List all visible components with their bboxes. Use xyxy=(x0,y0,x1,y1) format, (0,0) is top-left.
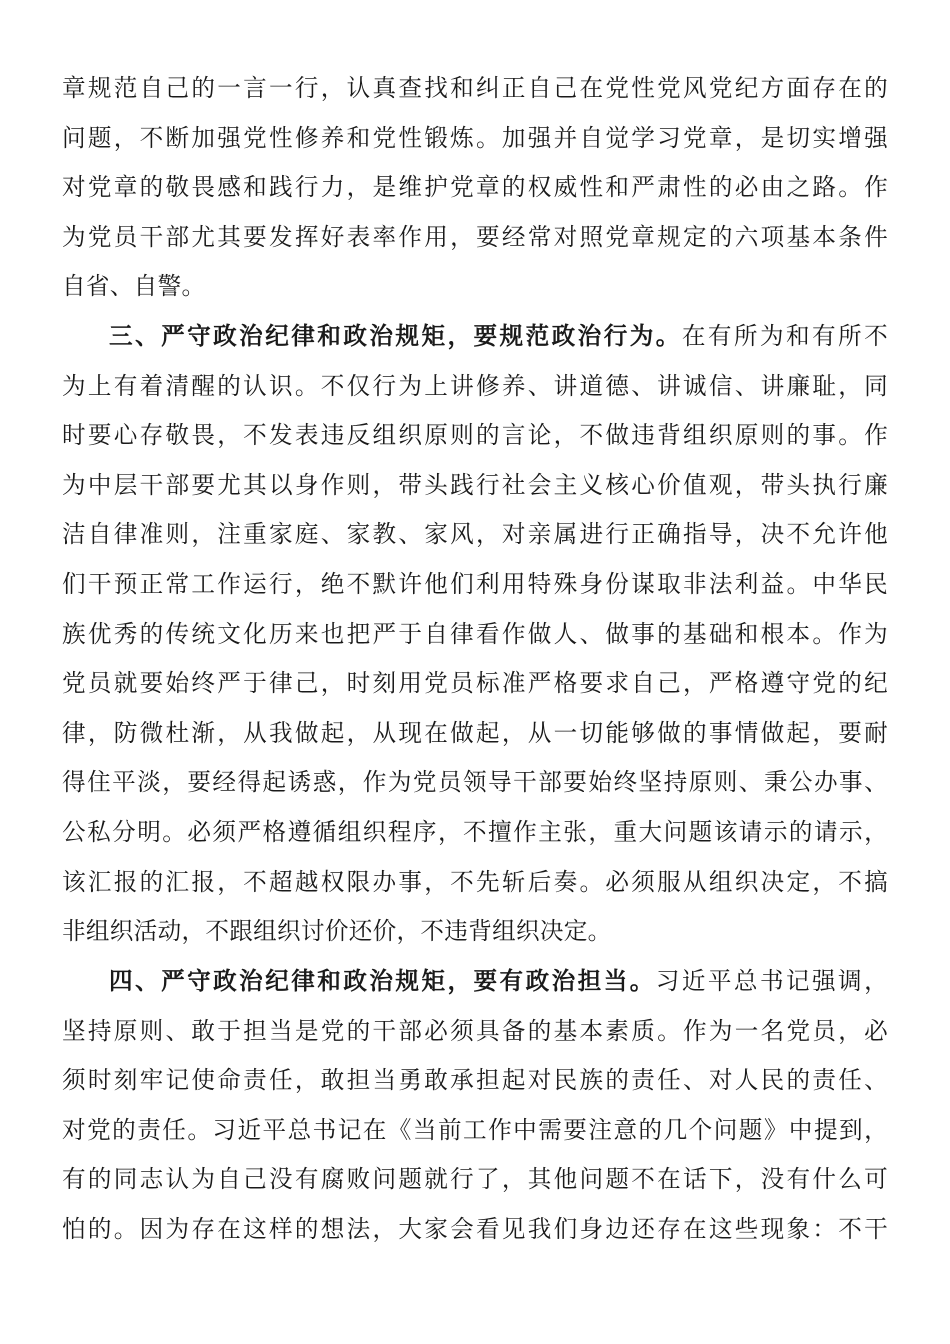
text-line: 得住平淡，要经得起诱惑，作为党员领导干部要始终坚持原则、秉公办事、 xyxy=(62,768,888,797)
text-line: 洁自律准则，注重家庭、家教、家风，对亲属进行正确指导，决不允许他 xyxy=(62,520,888,549)
text-line: 有的同志认为自己没有腐败问题就行了，其他问题不在话下，没有什么可 xyxy=(62,1165,888,1194)
text-line: 章规范自己的一言一行，认真查找和纠正自己在党性党风党纪方面存在的 xyxy=(62,74,888,102)
text-line: 对党的责任。习近平总书记在《当前工作中需要注意的几个问题》中提到， xyxy=(62,1115,888,1144)
text-line: 们干预正常工作运行，绝不默许他们利用特殊身份谋取非法利益。中华民 xyxy=(62,569,888,598)
text-line: 律，防微杜渐，从我做起，从现在做起，从一切能够做的事情做起，要耐 xyxy=(62,718,888,747)
section-four-heading: 四、严守政治纪律和政治规矩，要有政治担当。 xyxy=(109,967,656,995)
text-line: 对党章的敬畏感和践行力，是维护党章的权威性和严肃性的必由之路。作 xyxy=(62,173,888,202)
text-line: 该汇报的汇报，不超越权限办事，不先斩后奏。必须服从组织决定，不搞 xyxy=(62,867,888,896)
paragraph-section-three xyxy=(62,312,888,957)
heading-line-rest: 在有所为和有所不 xyxy=(681,322,888,350)
text-line: 为上有着清醒的认识。不仅行为上讲修养、讲道德、讲诚信、讲廉耻，同 xyxy=(62,371,888,400)
text-line: 族优秀的传统文化历来也把严于自律看作做人、做事的基础和根本。作为 xyxy=(62,619,888,648)
text-line: 坚持原则、敢于担当是党的干部必须具备的基本素质。作为一名党员，必 xyxy=(62,1016,888,1045)
text-line: 时要心存敬畏，不发表违反组织原则的言论，不做违背组织原则的事。作 xyxy=(62,421,888,450)
paragraph-section-four xyxy=(62,957,888,1255)
text-line: 党员就要始终严于律己，时刻用党员标准严格要求自己，严格遵守党的纪 xyxy=(62,669,888,698)
heading-line-rest: 习近平总书记强调， xyxy=(655,967,888,995)
section-heading-line xyxy=(62,957,888,1007)
text-line: 问题，不断加强党性修养和党性锻炼。加强并自觉学习党章，是切实增强 xyxy=(62,123,888,152)
text-line: 自省、自警。 xyxy=(62,272,206,301)
section-three-heading: 三、严守政治纪律和政治规矩，要规范政治行为。 xyxy=(109,322,682,350)
paragraph-continued xyxy=(62,64,888,312)
text-line: 非组织活动，不跟组织讨价还价，不违背组织决定。 xyxy=(62,917,612,946)
text-line: 为中层干部要尤其以身作则，带头践行社会主义核心价值观，带头执行廉 xyxy=(62,470,888,499)
text-line: 怕的。因为存在这样的想法，大家会看见我们身边还存在这些现象：不干 xyxy=(62,1214,888,1243)
text-line: 公私分明。必须严格遵循组织程序，不擅作主张，重大问题该请示的请示， xyxy=(62,817,888,846)
text-line: 须时刻牢记使命责任，敢担当勇敢承担起对民族的责任、对人民的责任、 xyxy=(62,1066,888,1095)
text-line: 为党员干部尤其要发挥好表率作用，要经常对照党章规定的六项基本条件 xyxy=(62,222,888,251)
section-heading-line xyxy=(62,312,888,362)
